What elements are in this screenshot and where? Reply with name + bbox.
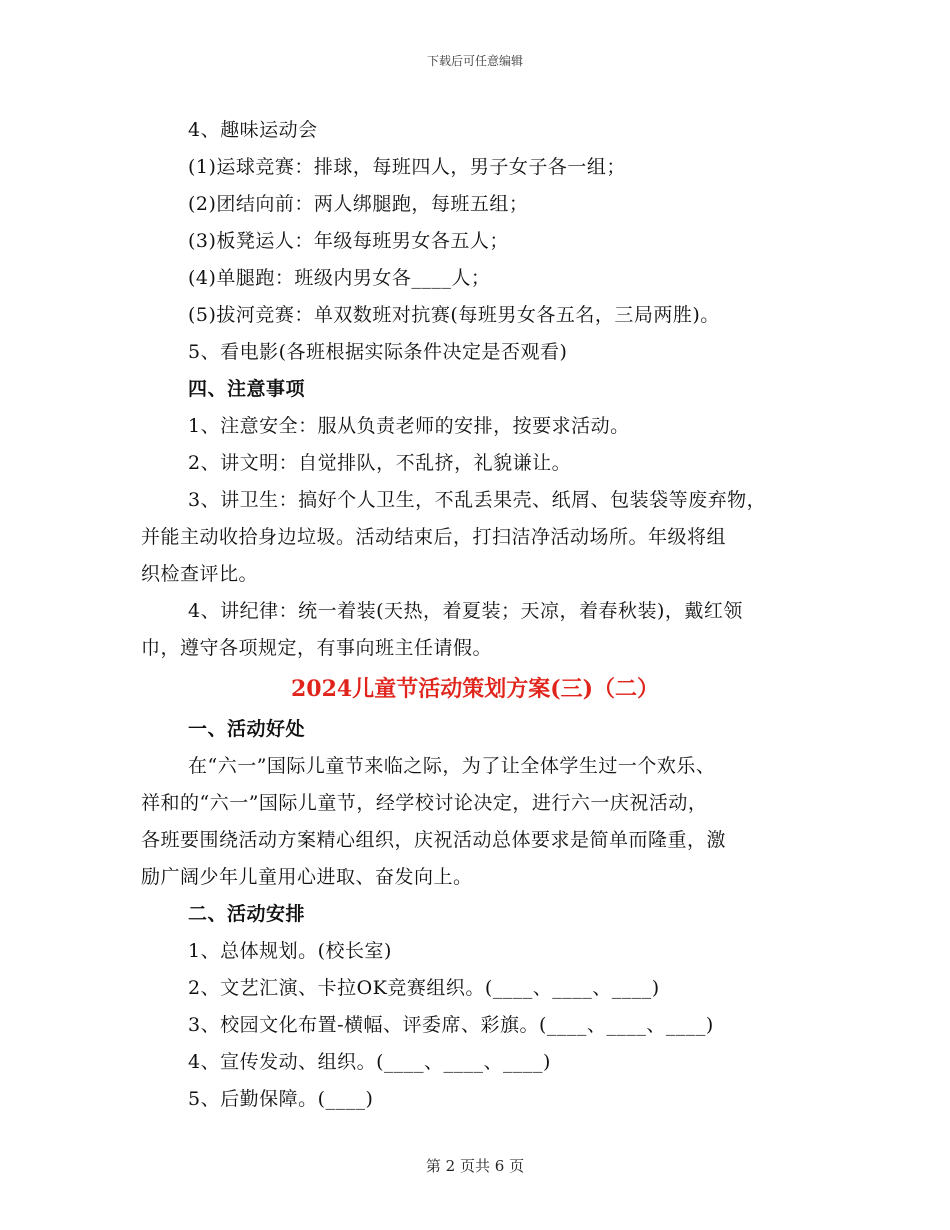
note-civility: 2、讲文明：自觉排队，不乱挤，礼貌谦让。	[188, 452, 572, 474]
item-one-leg-race: (4)单腿跑：班级内男女各____人；	[188, 267, 491, 289]
benefits-line-1: 在“六一”国际儿童节来临之际，为了让全体学生过一个欢乐、	[188, 755, 716, 777]
benefits-line-3: 各班要围绕活动方案精心组织，庆祝活动总体要求是简单而隆重，激	[141, 829, 727, 851]
arrangement-overall-plan: 1、总体规划。(校长室)	[188, 940, 392, 962]
arrangement-decoration: 3、校园文化布置-横幅、评委席、彩旗。(____、____、____)	[188, 1014, 714, 1036]
arrangement-performance: 2、文艺汇演、卡拉OK竞赛组织。(____、____、____)	[188, 977, 660, 999]
page-footer: 第 2 页共 6 页	[425, 1157, 525, 1175]
item-movie: 5、看电影(各班根据实际条件决定是否观看)	[188, 341, 568, 363]
benefits-line-4: 励广阔少年儿童用心进取、奋发向上。	[141, 866, 473, 888]
item-unity-forward: (2)团结向前：两人绑腿跑，每班五组；	[188, 193, 529, 215]
heading-activity-benefits: 一、活动好处	[188, 718, 306, 740]
item-ball-race: (1)运球竞赛：排球，每班四人，男子女子各一组；	[188, 156, 626, 178]
note-hygiene-line-3: 织检查评比。	[141, 563, 259, 585]
item-bench-carry: (3)板凳运人：年级每班男女各五人；	[188, 230, 509, 252]
note-hygiene-line-2: 并能主动收拾身边垃圾。活动结束后，打扫洁净活动场所。年级将组	[141, 526, 727, 548]
item-tug-of-war: (5)拔河竞赛：单双数班对抗赛(每班男女各五名，三局两胜)。	[188, 304, 720, 326]
heading-notes: 四、注意事项	[188, 378, 306, 400]
section-title: 2024儿童节活动策划方案(三)（二）	[290, 676, 660, 702]
note-safety: 1、注意安全：服从负责老师的安排，按要求活动。	[188, 415, 630, 437]
page-header: 下载后可任意编辑	[426, 54, 523, 68]
benefits-line-2: 祥和的“六一”国际儿童节，经学校讨论决定，进行六一庆祝活动，	[141, 792, 708, 814]
note-discipline-line-1: 4、讲纪律：统一着装(天热，着夏装；天凉，着春秋装)，戴红领	[188, 600, 743, 622]
heading-activity-arrangement: 二、活动安排	[188, 903, 306, 925]
item-fun-sports: 4、趣味运动会	[188, 119, 318, 141]
note-hygiene-line-1: 3、讲卫生：搞好个人卫生，不乱丢果壳、纸屑、包装袋等废弃物，	[188, 489, 767, 511]
arrangement-logistics: 5、后勤保障。(____)	[188, 1088, 374, 1110]
note-discipline-line-2: 巾，遵守各项规定，有事向班主任请假。	[141, 637, 493, 659]
arrangement-publicity: 4、宣传发动、组织。(____、____、____)	[188, 1051, 551, 1073]
